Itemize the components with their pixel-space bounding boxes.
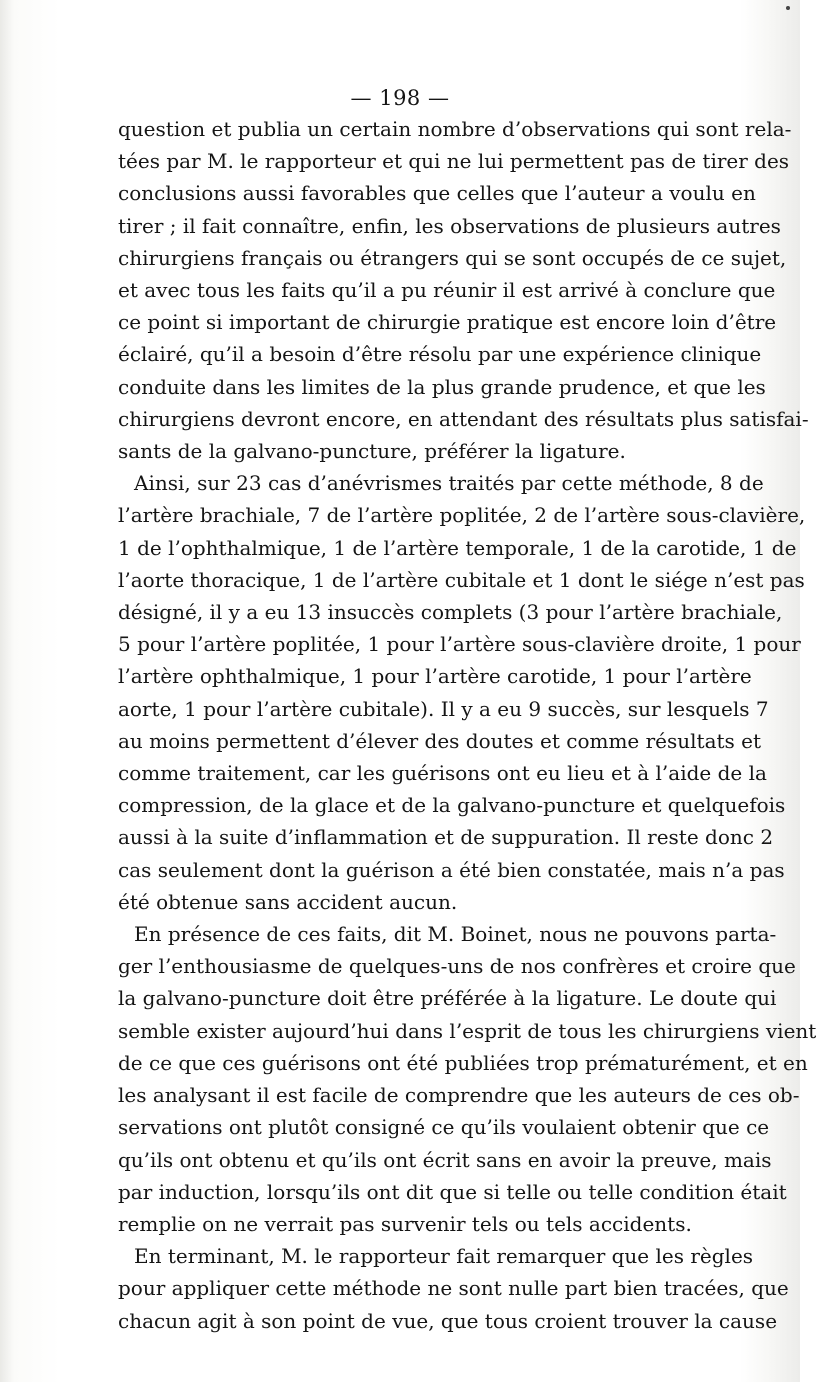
text-line: au moins permettent d’élever des doutes et comme résultats et: [118, 728, 762, 753]
text-line: les analysant il est facile de comprendre que les auteurs de ces ob-: [118, 1083, 800, 1108]
text-line: 5 pour l’artère poplitée, 1 pour l’artère sous-clavière droite, 1 pour: [118, 632, 801, 657]
text-line: compression, de la glace et de la galvano-puncture et quelquefois: [118, 793, 786, 818]
text-line: pour appliquer cette méthode ne sont nulle part bien tracées, que: [118, 1276, 789, 1301]
text-line: tées par M. le rapporteur et qui ne lui permettent pas de tirer des: [118, 149, 790, 174]
text-line: En terminant, M. le rapporteur fait remarquer que les règles: [134, 1244, 754, 1269]
text-line: En présence de ces faits, dit M. Boinet, nous ne pouvons parta-: [134, 922, 777, 947]
text-line: l’artère brachiale, 7 de l’artère poplitée, 2 de l’artère sous-clavière,: [118, 503, 806, 528]
text-line: question et publia un certain nombre d’observations qui sont rela-: [118, 117, 792, 141]
text-line: l’aorte thoracique, 1 de l’artère cubitale et 1 dont le siége n’est pas: [118, 567, 805, 592]
text-line: désigné, il y a eu 13 insuccès complets (3 pour l’artère brachiale,: [118, 600, 783, 625]
text-line: aussi à la suite d’inflammation et de suppuration. Il reste donc 2: [118, 825, 774, 850]
text-line: conclusions aussi favorables que celles que l’auteur a voulu en: [118, 181, 756, 206]
text-line: et avec tous les faits qu’il a pu réunir il est arrivé à conclure que: [118, 278, 776, 303]
paragraph-4: [118, 1240, 789, 1337]
text-line: ce point si important de chirurgie pratique est encore loin d’être: [118, 310, 777, 335]
text-line: servations ont plutôt consigné ce qu’ils voulaient obtenir que ce: [118, 1115, 770, 1140]
text-line: qu’ils ont obtenu et qu’ils ont écrit sans en avoir la preuve, mais: [118, 1147, 772, 1172]
text-line: de ce que ces guérisons ont été publiées trop prématurément, et en: [118, 1050, 808, 1075]
paragraph-3: [118, 918, 816, 1240]
text-line: sants de la galvano-puncture, préférer la ligature.: [118, 439, 626, 464]
text-line: semble exister aujourd’hui dans l’esprit de tous les chirurgiens vient: [118, 1018, 816, 1043]
text-line: la galvano-puncture doit être préférée à la ligature. Le doute qui: [118, 986, 777, 1011]
text-line: comme traitement, car les guérisons ont eu lieu et à l’aide de la: [118, 761, 767, 786]
ink-speck: [786, 6, 790, 10]
text-line: chacun agit à son point de vue, que tous croient trouver la cause: [118, 1308, 778, 1333]
text-line: Ainsi, sur 23 cas d’anévrismes traités par cette méthode, 8 de: [134, 471, 764, 496]
text-line: été obtenue sans accident aucun.: [118, 889, 458, 914]
page-number: — 198 —: [350, 86, 450, 110]
text-line: cas seulement dont la guérison a été bien constatée, mais n’a pas: [118, 857, 785, 882]
paragraph-1: [118, 113, 809, 467]
text-line: l’artère ophthalmique, 1 pour l’artère carotide, 1 pour l’artère: [118, 664, 752, 689]
paragraph-2: [118, 467, 806, 918]
text-line: 1 de l’ophthalmique, 1 de l’artère temporale, 1 de la carotide, 1 de: [118, 535, 797, 560]
text-line: tirer ; il fait connaître, enfin, les observations de plusieurs autres: [118, 213, 781, 238]
text-line: chirurgiens devront encore, en attendant des résultats plus satisfai-: [118, 406, 809, 431]
text-line: ger l’enthousiasme de quelques-uns de nos confrères et croire que: [118, 954, 796, 979]
body-text: [118, 113, 816, 1337]
text-line: éclairé, qu’il a besoin d’être résolu par une expérience clinique: [118, 342, 762, 367]
text-line: remplie on ne verrait pas survenir tels ou tels accidents.: [118, 1211, 692, 1236]
text-line: aorte, 1 pour l’artère cubitale). Il y a eu 9 succès, sur lesquels 7: [118, 696, 769, 721]
text-line: chirurgiens français ou étrangers qui se sont occupés de ce sujet,: [118, 245, 787, 270]
text-line: conduite dans les limites de la plus grande prudence, et que les: [118, 374, 766, 399]
text-line: par induction, lorsqu’ils ont dit que si telle ou telle condition était: [118, 1179, 787, 1204]
